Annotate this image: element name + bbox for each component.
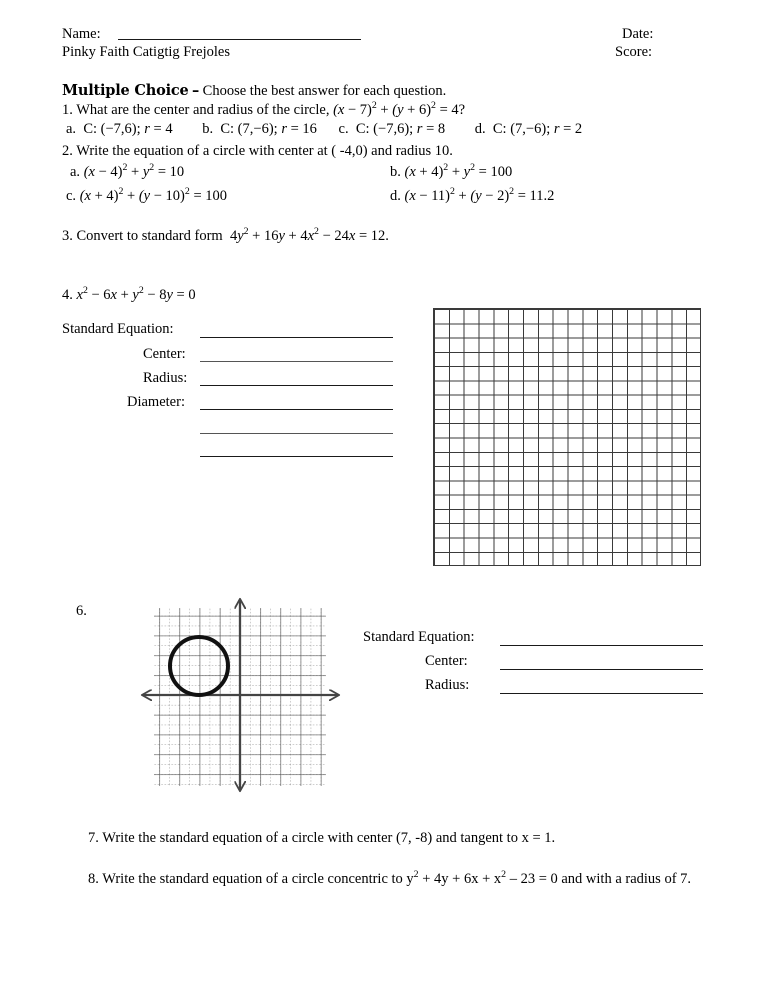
question-6-number: 6. bbox=[76, 603, 87, 619]
q4-answer-line-1[interactable] bbox=[200, 337, 393, 338]
choice-1c-letter: c. bbox=[338, 121, 349, 137]
choice-2b[interactable]: b. $(x + 4)^2 + y^2 = 100$ bbox=[390, 162, 513, 180]
choice-2d[interactable]: d. $(x - 11)^2 + (y - 2)^2 = 11.2$ bbox=[390, 186, 555, 204]
choice-1a[interactable]: a. C: (−7,6); r = 4 bbox=[66, 121, 173, 137]
instruction-text: Choose the best answer for each question. bbox=[202, 83, 447, 99]
heading-dash: – bbox=[191, 82, 200, 99]
q6-answer-line-3[interactable] bbox=[500, 693, 703, 694]
choice-2d-letter: d. bbox=[390, 188, 401, 204]
q4-answer-line-5[interactable] bbox=[200, 433, 393, 434]
q4-radius-label: Radius: bbox=[143, 370, 188, 386]
choice-2a[interactable]: a. $(x - 4)^2 + y^2 = 10$ bbox=[70, 162, 185, 180]
q4-diameter-label: Diameter: bbox=[127, 394, 185, 410]
q6-center-label: Center: bbox=[425, 653, 468, 669]
question-1-number: 1. bbox=[62, 102, 73, 118]
q6-radius-label: Radius: bbox=[425, 677, 470, 693]
blank-graph-grid bbox=[433, 308, 701, 566]
question-4-number: 4. bbox=[62, 287, 73, 303]
q6-answer-line-1[interactable] bbox=[500, 645, 703, 646]
question-7-number: 7. bbox=[88, 830, 99, 846]
multiple-choice-title: Multiple Choice bbox=[62, 82, 189, 99]
choice-2b-letter: b. bbox=[390, 164, 401, 180]
q6-answer-line-2[interactable] bbox=[500, 669, 703, 670]
q4-standard-equation-label: Standard Equation: bbox=[62, 321, 174, 337]
choice-1d[interactable]: d. C: (7,−6); r = 2 bbox=[474, 121, 583, 137]
question-2-number: 2. bbox=[62, 143, 73, 159]
choice-1c[interactable]: c. C: (−7,6); r = 8 bbox=[338, 121, 446, 137]
student-name: Pinky Faith Catigtig Frejoles bbox=[62, 44, 230, 60]
coordinate-plane-with-circle bbox=[139, 596, 342, 794]
choice-1a-letter: a. bbox=[66, 121, 77, 137]
choice-1b-letter: b. bbox=[202, 121, 214, 137]
question-3-number: 3. bbox=[62, 228, 73, 244]
choice-2c[interactable]: c. $(x + 4)^2 + (y - 10)^2 = 100$ bbox=[66, 186, 227, 204]
q4-answer-line-2[interactable] bbox=[200, 361, 393, 362]
q4-center-label: Center: bbox=[143, 346, 186, 362]
choice-2a-letter: a. bbox=[70, 164, 81, 180]
score-label: Score: bbox=[615, 44, 653, 60]
name-label: Name: bbox=[62, 26, 101, 42]
q4-answer-line-4[interactable] bbox=[200, 409, 393, 410]
choice-1d-letter: d. bbox=[474, 121, 486, 137]
q4-answer-line-6[interactable] bbox=[200, 456, 393, 457]
question-3-text: 3. Convert to standard form $4y^2 + 16y + 4x^2 - 24x = 12$. bbox=[62, 226, 389, 244]
q4-answer-line-3[interactable] bbox=[200, 385, 393, 386]
question-7-text: 7. Write the standard equation of a circle with center (7, -8) and tangent to x = 1. bbox=[88, 830, 556, 846]
question-4-text: 4. $x^2 - 6x + y^2 - 8y = 0$ bbox=[62, 285, 196, 303]
date-label: Date: bbox=[622, 26, 654, 42]
question-8-text: 8. Write the standard equation of a circle concentric to $y^2 + 4y + 6x + x^2 - 23 = 0$ and with a radius of 7. bbox=[88, 869, 692, 887]
choice-2c-letter: c. bbox=[66, 188, 77, 204]
multiple-choice-heading bbox=[62, 82, 446, 100]
question-1-text: 1. What are the center and radius of the circle, $(x - 7)^2 + (y + 6)^2 = 4$? bbox=[62, 100, 466, 118]
question-1-choices bbox=[66, 121, 582, 138]
q6-standard-equation-label: Standard Equation: bbox=[363, 629, 475, 645]
question-2-text: 2. Write the equation of a circle with center at ( -4,0) and radius 10. bbox=[62, 143, 453, 159]
choice-1b[interactable]: b. C: (7,−6); r = 16 bbox=[202, 121, 317, 137]
question-8-number: 8. bbox=[88, 871, 99, 887]
name-blank-line[interactable] bbox=[118, 39, 361, 40]
